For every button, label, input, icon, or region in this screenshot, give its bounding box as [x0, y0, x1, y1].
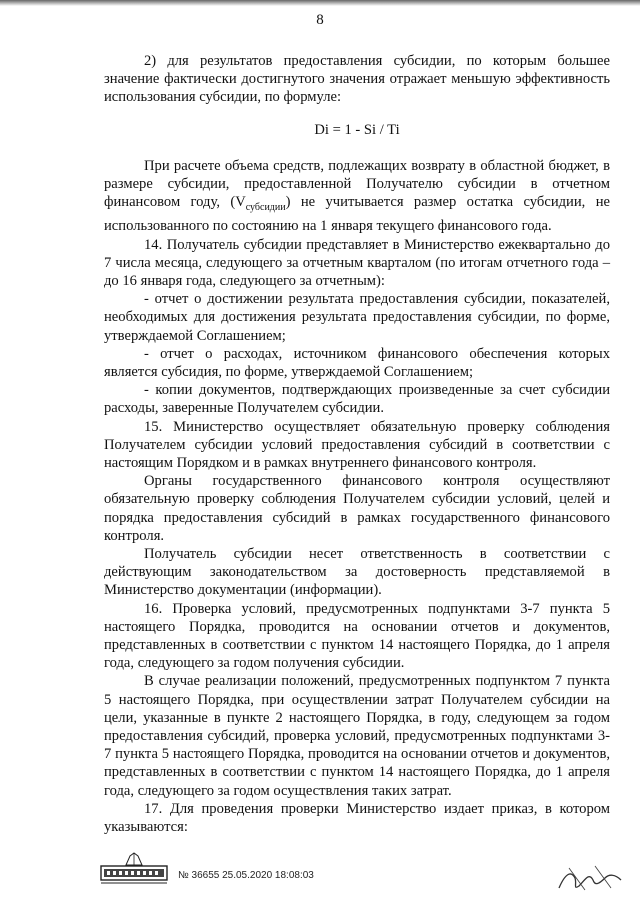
paragraph-15: 15. Министерство осуществляет обязательную проверку соблюдения Получателем субсидии условий предоставления субсидий в соответствии с настоящим Порядком и в рамках внутреннего финансового контроля. [104, 418, 610, 471]
document-body [104, 52, 610, 836]
subscript-subsidy: субсидии [245, 202, 286, 214]
paragraph-14-item-2: - отчет о расходах, источником финансового обеспечения которых является субсидия, по форме, утверждаемой Соглашением; [104, 345, 610, 380]
scan-top-edge [0, 0, 640, 6]
page-number: 8 [316, 12, 324, 28]
handwritten-signature-icon [555, 860, 625, 896]
paragraph-15-control-bodies: Органы государственного финансового контроля осуществляют обязательную проверку соблюдения Получателем субсидии условий, целей и порядка предоставления субсидий в рамках государственного финансового контроля. [104, 473, 610, 544]
paragraph-16: 16. Проверка условий, предусмотренных подпунктами 3-7 пункта 5 настоящего Порядка, проводится на основании отчетов и документов, представленных в соответствии с пунктом 14 настоящего Порядка, до 1 апреля года, следующего за годом получения субсидии. [104, 600, 610, 672]
registry-stamp-icon [100, 852, 168, 886]
paragraph-17: 17. Для проведения проверки Министерство издает приказ, в котором указываются: [104, 800, 610, 836]
paragraph-formula-intro: 2) для результатов предоставления субсидии, по которым большее значение фактически достигнутого значения отражает меньшую эффективность использования субсидии, по формуле: [104, 53, 610, 106]
paragraph-14-item-1: - отчет о достижении результата предоставления субсидии, показателей, необходимых для достижения результата предоставления субсидии, по форме, утверждаемой Соглашением; [104, 291, 610, 344]
paragraph-remainder-note-start: При расчете объема средств, подлежащих возврату в областной бюджет, в размере субсидии, предоставленной Получателю субсидии в отчетном финансовом году, (V [104, 157, 610, 211]
paragraph-16-case: В случае реализации положений, предусмотренных подпунктом 7 пункта 5 настоящего Порядка, при осуществлении затрат Получателем субсидии на цели, указанные в пункте 2 настоящего Порядка, в году, следующем за годом предоставления субсидий, проверка условий, предусмотренных подпунктами 3-7 пункта 5 настоящего Порядка, проводится на основании отчетов и документов, представленных в соответствии с пунктом 14 настоящего Порядка, до 1 апреля года, следующего за годом осуществления таких затрат. [104, 673, 610, 799]
registration-stamp-text: № 36655 25.05.2020 18:08:03 [178, 870, 314, 881]
paragraph-15-responsibility: Получатель субсидии несет ответственность в соответствии с действующим законодательством за достоверность представляемой в Министерство документации (информации). [104, 545, 610, 599]
paragraph-remainder-note-end: ) не учитывается размер остатка субсидии, не использованного по состоянию на 1 января текущего финансового года. [104, 194, 610, 235]
paragraph-14: 14. Получатель субсидии представляет в Министерство ежеквартально до 7 числа месяца, следующего за отчетным кварталом (по итогам отчетного года – до 16 января года, следующего за отчетным): [104, 236, 610, 289]
formula: Di = 1 - Si / Ti [314, 121, 400, 138]
paragraph-remainder-note [104, 157, 610, 236]
footer [100, 852, 520, 892]
paragraph-14-item-3: - копии документов, подтверждающих произведенные за счет субсидии расходы, заверенные Получателем субсидии. [104, 382, 610, 417]
